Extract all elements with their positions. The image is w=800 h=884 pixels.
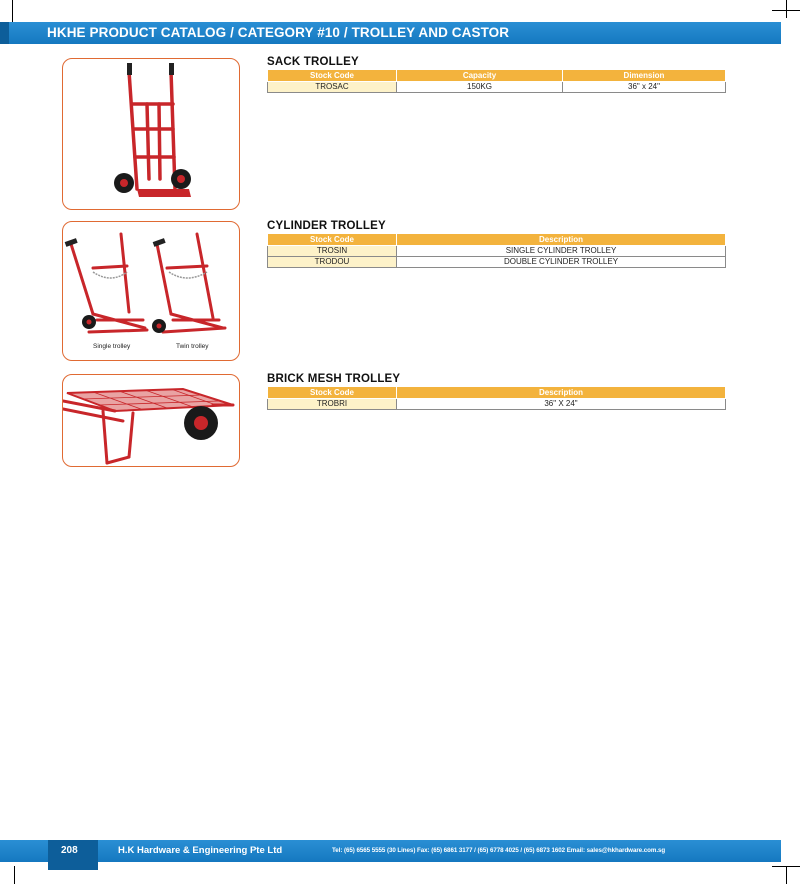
- cylinder-trolley-photo: [62, 221, 240, 361]
- sack-trolley-title: SACK TROLLEY: [267, 56, 359, 68]
- description-cell: SINGLE CYLINDER TROLLEY: [397, 246, 726, 257]
- stock-code-cell: TROBRI: [268, 399, 397, 410]
- col-description: Description: [397, 387, 726, 399]
- cylinder-trolley-image: [63, 222, 240, 361]
- col-stock-code: Stock Code: [268, 234, 397, 246]
- stock-code-cell: TROSIN: [268, 246, 397, 257]
- cylinder-trolley-table: [267, 233, 726, 268]
- catalog-header: [0, 22, 781, 44]
- catalog-footer: [0, 840, 781, 862]
- table-header-row: [268, 387, 726, 399]
- col-capacity: Capacity: [397, 70, 563, 82]
- description-cell: DOUBLE CYLINDER TROLLEY: [397, 257, 726, 268]
- brick-trolley-title: BRICK MESH TROLLEY: [267, 373, 401, 385]
- dimension-cell: 36" x 24": [563, 82, 726, 93]
- crop-mark: [786, 866, 787, 884]
- stock-code-cell: TROSAC: [268, 82, 397, 93]
- crop-mark: [14, 866, 15, 884]
- col-description: Description: [397, 234, 726, 246]
- table-row: [268, 399, 726, 410]
- sack-trolley-table: [267, 69, 726, 93]
- page-number: 208: [48, 840, 98, 870]
- table-row: [268, 82, 726, 93]
- crop-mark: [772, 866, 800, 867]
- crop-mark: [772, 10, 800, 11]
- brick-trolley-photo: [62, 374, 240, 467]
- table-row: [268, 246, 726, 257]
- col-stock-code: Stock Code: [268, 70, 397, 82]
- twin-trolley-caption: Twin trolley: [176, 343, 209, 350]
- table-header-row: [268, 234, 726, 246]
- company-name: H.K Hardware & Engineering Pte Ltd: [118, 845, 283, 856]
- sack-trolley-image: [63, 59, 240, 210]
- table-row: [268, 257, 726, 268]
- header-tab: [0, 22, 9, 44]
- single-trolley-caption: Single trolley: [93, 343, 131, 350]
- brick-trolley-image: [63, 375, 240, 467]
- capacity-cell: 150KG: [397, 82, 563, 93]
- cylinder-trolley-title: CYLINDER TROLLEY: [267, 220, 386, 232]
- catalog-title: HKHE PRODUCT CATALOG / CATEGORY #10 / TROLLEY AND CASTOR: [47, 25, 510, 40]
- description-cell: 36" X 24": [397, 399, 726, 410]
- contact-info: Tel: (65) 6565 5555 (30 Lines) Fax: (65) 6861 3177 / (65) 6778 4025 / (65) 6873 1602 Email: sales@hkhardware.com.sg: [332, 847, 666, 854]
- col-stock-code: Stock Code: [268, 387, 397, 399]
- sack-trolley-photo: [62, 58, 240, 210]
- table-header-row: [268, 70, 726, 82]
- crop-mark: [786, 0, 787, 18]
- stock-code-cell: TRODOU: [268, 257, 397, 268]
- col-dimension: Dimension: [563, 70, 726, 82]
- brick-trolley-table: [267, 386, 726, 410]
